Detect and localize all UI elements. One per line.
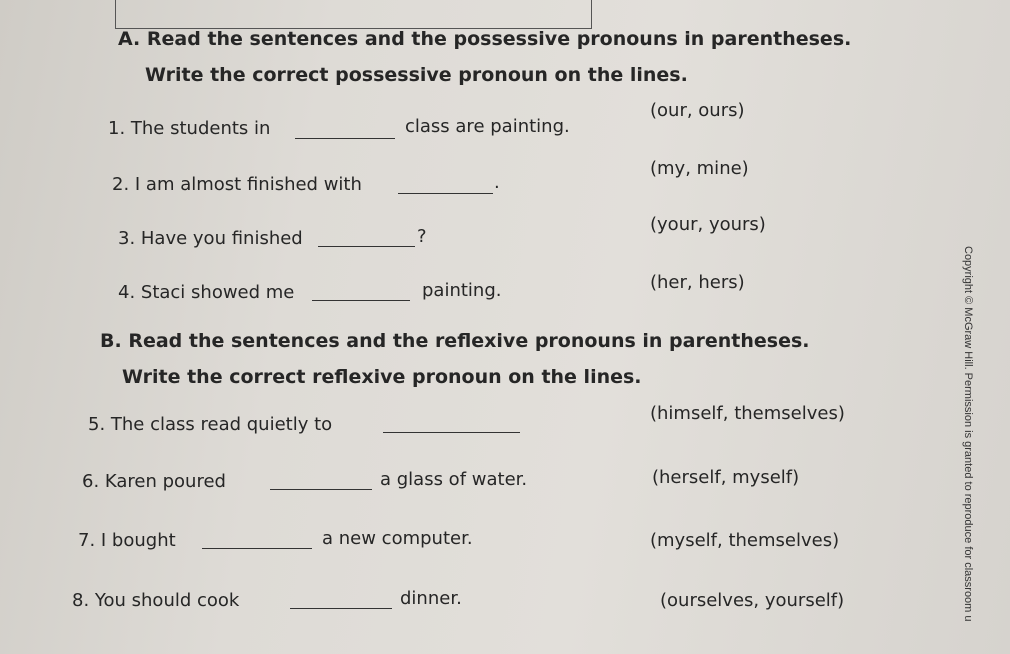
item-7-after: a new computer. [322, 528, 473, 549]
item-6-text: 6. Karen poured [82, 471, 226, 492]
item-1-after: class are painting. [405, 116, 570, 137]
item-2-choices: (my, mine) [650, 158, 749, 179]
item-2-text: 2. I am almost finished with [112, 174, 362, 195]
item-6-after: a glass of water. [380, 469, 528, 490]
item-7-text: 7. I bought [78, 530, 176, 551]
item-1-choices: (our, ours) [650, 100, 745, 121]
item-5-choices: (himself, themselves) [650, 403, 845, 424]
item-2-after: . [494, 172, 500, 193]
item-3-text: 3. Have you finished [118, 228, 303, 249]
item-7-choices: (myself, themselves) [650, 530, 840, 551]
item-8-after: dinner. [400, 588, 462, 609]
item-4-choices: (her, hers) [650, 272, 745, 293]
item-8-text: 8. You should cook [72, 590, 240, 611]
item-6-choices: (herself, myself) [652, 467, 800, 488]
section-a-instruction-2: Write the correct possessive pronoun on the lines. [145, 64, 688, 86]
item-7-answer-line[interactable] [202, 548, 312, 549]
item-2-answer-line[interactable] [398, 193, 493, 194]
item-8-answer-line[interactable] [290, 608, 392, 609]
item-3-choices: (your, yours) [650, 214, 766, 235]
copyright-notice: Copyright © McGraw Hill. Permission is granted to reproduce for classroom u [962, 246, 974, 622]
section-a-instruction-1: A. Read the sentences and the possessive pronouns in parentheses. [118, 28, 852, 50]
item-8-choices: (ourselves, yourself) [660, 590, 845, 611]
section-b-instruction-2: Write the correct reflexive pronoun on the lines. [122, 366, 642, 388]
item-4-answer-line[interactable] [312, 300, 410, 301]
item-5-answer-line[interactable] [383, 432, 520, 433]
item-4-after: painting. [422, 280, 502, 301]
item-5-text: 5. The class read quietly to [88, 414, 333, 435]
top-box [115, 0, 592, 29]
item-1-text: 1. The students in [108, 118, 271, 139]
item-6-answer-line[interactable] [270, 489, 372, 490]
item-1-answer-line[interactable] [295, 138, 395, 139]
section-b-instruction-1: B. Read the sentences and the reflexive pronouns in parentheses. [100, 330, 810, 352]
item-4-text: 4. Staci showed me [118, 282, 295, 303]
item-3-after: ? [417, 226, 427, 247]
item-3-answer-line[interactable] [318, 246, 415, 247]
